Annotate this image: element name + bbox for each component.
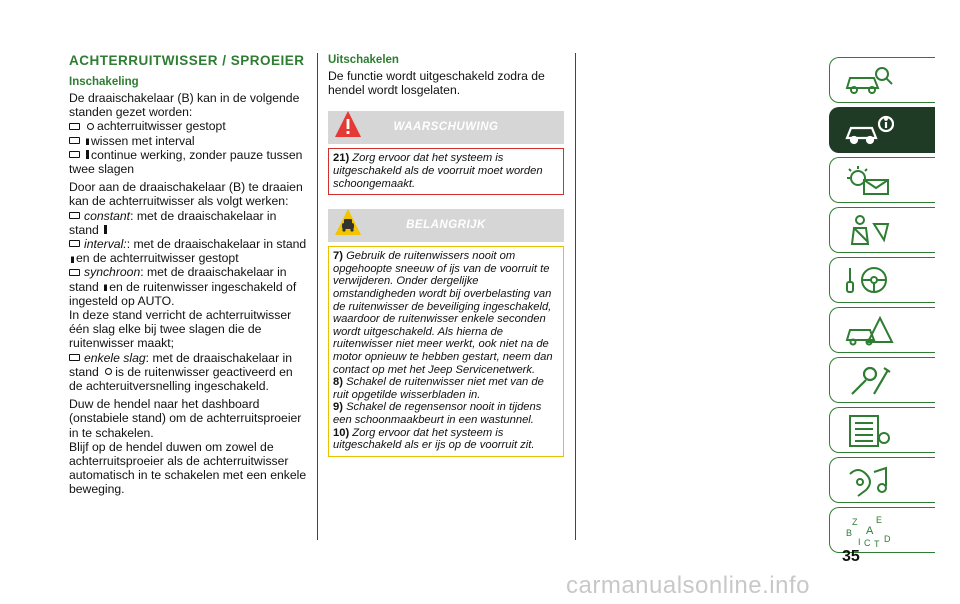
interval-symbol-icon [104,282,107,291]
note-text: Schakel de ruitenwisser niet met van de ruit opgetilde wisserbladen in. [333,376,544,401]
important-item [333,401,559,426]
function-name: enkele slag [84,350,146,365]
position-item [69,134,309,148]
svg-text:Z: Z [852,517,858,527]
function-text: : met de draaischakelaar in stand [126,237,307,252]
tab-safety[interactable] [829,207,935,253]
tab-car-info[interactable] [829,107,935,153]
position-item [69,148,309,176]
svg-text:E: E [876,515,883,525]
off-symbol-icon [87,123,94,130]
svg-text:A: A [866,525,874,537]
subsection-title: Uitschakelen [328,54,399,66]
bullet-icon [69,151,80,158]
page-number: 35 [842,548,860,565]
svg-text:B: B [846,528,853,538]
car-info-icon [844,114,894,148]
tab-multimedia[interactable] [829,457,935,503]
column-divider [317,53,318,540]
note-number: 10) [333,426,350,439]
note-number: 21) [333,152,350,165]
position-label: wissen met interval [91,133,195,148]
function-extra: In deze stand verricht de achterruitwisser één slag elke bij twee slagen die de ruitenwisser maakt; [69,308,292,351]
note-text: Zorg ervoor dat het systeem is uitgeschakeld als de voorruit moet worden schoongemaakt. [333,152,543,190]
tab-index[interactable] [829,507,935,553]
svg-text:D: D [884,534,891,544]
note-text: Zorg ervoor dat het systeem is uitgeschakeld als er ijs op de voorruit zit. [333,426,535,452]
car-search-icon [844,64,894,98]
note-number: 9) [333,401,343,414]
note-text: Schakel de regensensor nooit in tijdens een schoonmaakbeurt in een wastunnel. [333,401,542,426]
important-box [328,246,564,457]
bullet-icon [69,354,80,361]
warning-box [328,148,564,195]
function-item [69,237,309,265]
note-number: 7) [333,250,343,263]
tab-maintenance[interactable] [829,357,935,403]
left-column [69,53,309,497]
sprayer-text: Duw de hendel naar het dashboard (onstabiele stand) om de achterruitsproeier in te schakelen. [69,397,302,440]
steering-wheel-icon [844,264,894,298]
subsection-title: Inschakeling [69,76,139,88]
warning-item [333,152,559,190]
seatbelt-icon [844,214,894,248]
bullet-icon [69,123,80,130]
bullet-icon [69,212,80,219]
note-text: Gebruik de ruitenwissers nooit om opgehoopte sneeuw of ijs van de voorruit te verwijderen. Onder dergelijke omstandigheden wordt bij overbelasting van de ruitenwisser de beveiliging ingeschakeld, waardoor de ruitenwisser enkele seconden wordt uitgeschakeld. Als hierna de ruitenwisser niet meer werkt, ook niet na de motor opnieuw te hebben gestart, neem dan contact op met het Jeep Servicenetwerk. [333,250,553,376]
important-item [333,427,559,452]
svg-text:I: I [858,537,861,547]
tab-technical-data[interactable] [829,407,935,453]
watermark: carmanualsonline.info [566,572,810,599]
warning-label: WAARSCHUWING [393,121,499,134]
tab-lights-messages[interactable] [829,157,935,203]
function-item [69,265,309,308]
function-text: en de achterruitwisser gestopt [76,251,239,266]
function-text: is de ruitenwisser geactiveerd en de achteruitversnelling ingeschakeld. [69,364,293,394]
functions-intro: Door aan de draaischakelaar (B) te draaien kan de achterruitwisser als volgt werken: [69,180,303,209]
function-text: : met de draaischakelaar in stand [69,208,277,237]
function-text: en de ruitenwisser ingeschakeld of ingesteld op AUTO. [69,279,297,308]
important-item [333,376,559,401]
note-number: 8) [333,376,343,389]
checklist-icon [844,414,894,448]
light-message-icon [844,164,894,198]
function-text: : met de draaischakelaar in stand [69,265,287,294]
alphabet-index-icon [844,514,894,548]
function-item [69,351,309,394]
interval-symbol-icon [71,254,74,263]
position-label: achterruitwisser gestopt [97,119,226,134]
important-header [328,209,564,242]
svg-text:C: C [864,538,871,548]
continuous-symbol-icon [104,225,107,234]
bullet-icon [69,137,80,144]
wrench-icon [844,364,894,398]
tab-instrument-panel[interactable] [829,57,935,103]
tab-starting-driving[interactable] [829,257,935,303]
svg-text:T: T [874,539,880,548]
tab-emergency[interactable] [829,307,935,353]
bullet-icon [69,269,80,276]
function-name: interval: [84,237,127,252]
section-title: ACHTERRUITWISSER / SPROEIER [69,53,305,68]
interval-symbol-icon [86,136,89,145]
disable-text: De functie wordt uitgeschakeld zodra de hendel wordt losgelaten. [328,69,545,98]
bullet-icon [69,240,80,247]
warning-header [328,111,564,144]
sprayer-text-2: Blijf op de hendel duwen om zowel de achterruitsproeier als de achterruitwisser automatisch in te schakelen met een enkele beweging. [69,439,307,497]
column-divider [575,53,576,540]
function-item [69,209,309,237]
important-item [333,250,559,376]
function-text: : met de draaischakelaar in stand [69,350,292,379]
off-symbol-icon [105,368,112,375]
function-name: constant [84,208,131,223]
intro-text: De draaischakelaar (B) kan in de volgende standen gezet worden: [69,91,300,120]
position-item [69,119,309,133]
emergency-car-icon [844,314,894,348]
multimedia-icon [844,464,894,498]
continuous-symbol-icon [86,150,89,159]
important-label: BELANGRIJK [406,219,486,232]
position-label: continue werking, zonder pauze tussen twee slagen [69,147,303,177]
middle-column [328,53,564,457]
function-name: synchroon [84,265,141,280]
